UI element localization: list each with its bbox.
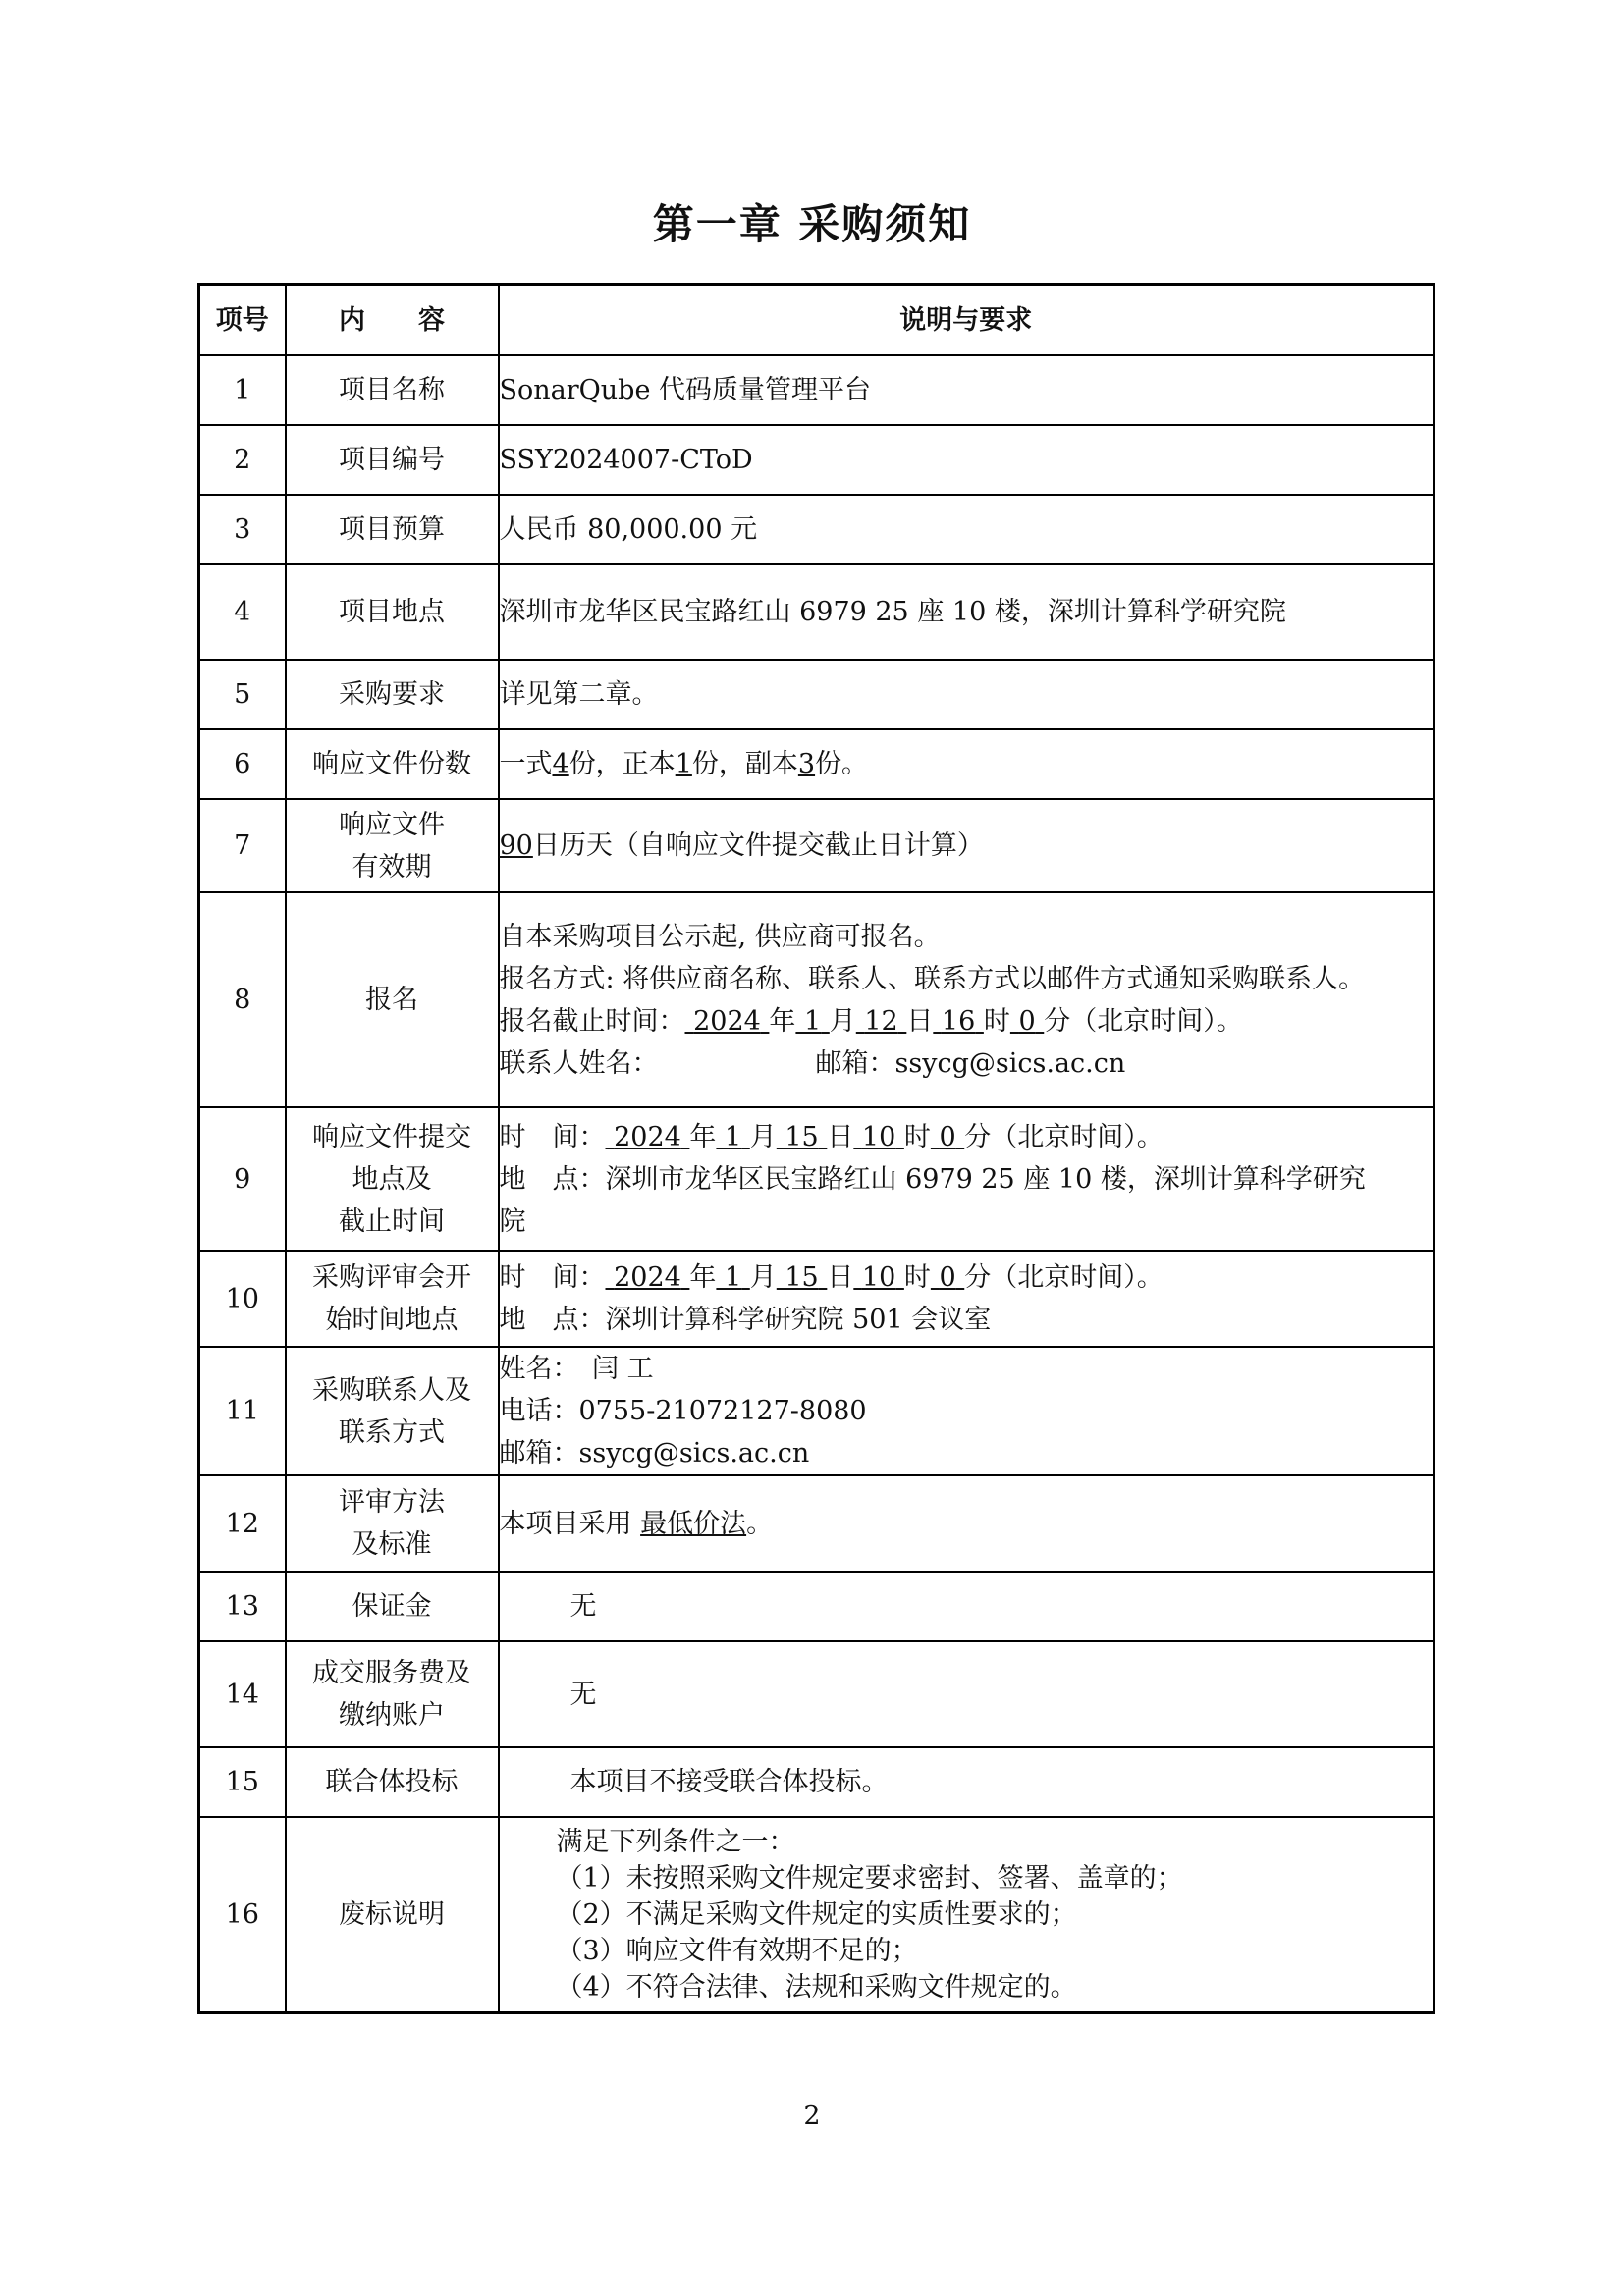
text: 联系人姓名：	[499, 1047, 659, 1079]
deadline-minute: 0	[1018, 1005, 1036, 1037]
row-number: 9	[199, 1107, 286, 1251]
row-number: 3	[199, 495, 286, 564]
submission-place-cont: 院	[499, 1205, 526, 1237]
text: 深圳市龙华区民宝路红山 6979 25 座 10 楼，深圳计算科学研究	[605, 1163, 1366, 1195]
duplicate-copies: 3	[797, 749, 816, 779]
row-number: 7	[199, 799, 286, 892]
row-item	[286, 1107, 499, 1251]
row-item: 废标说明	[286, 1817, 499, 2012]
registration-deadline: 报名截止时间： 2024 年 1 月 12 日 16 时 0 分（北京时间）。	[499, 1005, 1243, 1037]
text: 分（北京时间）。	[964, 1121, 1164, 1152]
table-row	[199, 892, 1435, 1107]
deadline-day: 12	[864, 1005, 898, 1037]
row-item	[286, 1475, 499, 1572]
condition-item: （4）不符合法律、法规和采购文件规定的。	[556, 1971, 1077, 2002]
page-number: 2	[803, 2101, 821, 2131]
row-desc	[499, 892, 1435, 1107]
table-row	[199, 1107, 1435, 1251]
deadline-hour: 16	[941, 1005, 976, 1037]
deadline-year: 2024	[693, 1005, 761, 1037]
contact-email: 邮箱：ssycg@sics.ac.cn	[499, 1438, 810, 1468]
row-item: 保证金	[286, 1572, 499, 1641]
item-line: 响应文件提交	[312, 1121, 471, 1152]
table-row	[199, 729, 1435, 799]
row-item: 项目预算	[286, 495, 499, 564]
row-desc	[499, 1347, 1435, 1475]
item-line: 始时间地点	[325, 1305, 459, 1335]
row-number: 6	[199, 729, 286, 799]
header-no: 项号	[199, 285, 286, 356]
text: 时 间：	[499, 1121, 606, 1152]
item-line: 联系方式	[339, 1416, 445, 1448]
time-month: 1	[725, 1262, 742, 1293]
contact-name: 姓名： 闫 工	[499, 1354, 654, 1384]
row-desc: SonarQube 代码质量管理平台	[499, 355, 1435, 425]
row-desc	[499, 799, 1435, 892]
row-number: 2	[199, 425, 286, 495]
text: 日历天（自响应文件提交截止日计算）	[532, 830, 984, 861]
row-desc: 深圳市龙华区民宝路红山 6979 25 座 10 楼，深圳计算科学研究院	[499, 564, 1435, 660]
row-desc	[499, 729, 1435, 799]
text: 份，正本	[568, 749, 676, 779]
table-row	[199, 1572, 1435, 1641]
text: 份。	[815, 749, 869, 779]
table-row	[199, 564, 1435, 660]
total-copies: 4	[552, 749, 569, 779]
condition-item: （1）未按照采购文件规定要求密封、签署、盖章的；	[556, 1862, 1183, 1894]
row-item: 项目名称	[286, 355, 499, 425]
header-desc: 说明与要求	[499, 285, 1435, 356]
desc-line: 满足下列条件之一：	[556, 1826, 795, 1857]
row-desc	[499, 1107, 1435, 1251]
table-row	[199, 1817, 1435, 2012]
row-item: 响应文件份数	[286, 729, 499, 799]
text: 份，副本	[691, 749, 798, 779]
row-item: 项目地点	[286, 564, 499, 660]
item-line: 有效期	[352, 851, 432, 882]
row-item	[286, 799, 499, 892]
page-title: 第一章 采购须知	[652, 200, 972, 248]
row-desc: 人民币 80,000.00 元	[499, 495, 1435, 564]
contact-line	[500, 1042, 1434, 1085]
table-row	[199, 1641, 1435, 1747]
item-line: 地点及	[352, 1163, 432, 1195]
row-desc	[499, 1251, 1435, 1347]
table-row	[199, 660, 1435, 729]
item-line: 缴纳账户	[339, 1700, 445, 1731]
text: 时 间：	[499, 1262, 606, 1293]
row-item: 采购要求	[286, 660, 499, 729]
time-minute: 0	[939, 1262, 956, 1293]
row-desc: SSY2024007-CToD	[499, 425, 1435, 495]
row-item: 项目编号	[286, 425, 499, 495]
desc-line: 报名方式: 将供应商名称、联系人、联系方式以邮件方式通知采购联系人。	[499, 963, 1366, 994]
row-number: 16	[199, 1817, 286, 2012]
row-desc: 无	[499, 1572, 1435, 1641]
text: 深圳计算科学研究院 501 会议室	[605, 1305, 992, 1335]
contact-phone: 电话：0755-21072127-8080	[499, 1396, 867, 1426]
row-desc: 详见第二章。	[499, 660, 1435, 729]
table-row	[199, 799, 1435, 892]
row-number: 13	[199, 1572, 286, 1641]
time-day: 15	[785, 1262, 819, 1293]
desc-line: 自本采购项目公示起, 供应商可报名。	[499, 921, 941, 952]
condition-item: （2）不满足采购文件规定的实质性要求的；	[556, 1898, 1077, 1930]
item-line: 采购联系人及	[312, 1374, 471, 1406]
table-header-row	[199, 285, 1435, 356]
row-item: 报名	[286, 892, 499, 1107]
table-row	[199, 355, 1435, 425]
text: 地 点：	[499, 1163, 606, 1195]
table-row	[199, 1251, 1435, 1347]
text: 分（北京时间）。	[964, 1262, 1164, 1293]
evaluation-method: 最低价法	[640, 1508, 747, 1539]
time-year: 2024	[614, 1262, 681, 1293]
row-item	[286, 1251, 499, 1347]
row-desc: 无	[499, 1641, 1435, 1747]
row-item: 联合体投标	[286, 1747, 499, 1817]
text: 地 点：	[499, 1305, 606, 1335]
review-time: 时 间： 2024 年 1 月 15 日 10 时 0 分（北京时间）。	[499, 1262, 1164, 1293]
text: 分（北京时间）。	[1044, 1005, 1243, 1037]
time-year: 2024	[614, 1121, 681, 1152]
table-row	[199, 1347, 1435, 1475]
table-row	[199, 425, 1435, 495]
row-number: 12	[199, 1475, 286, 1572]
item-line: 评审方法	[339, 1487, 445, 1518]
row-number: 14	[199, 1641, 286, 1747]
item-line: 截止时间	[339, 1205, 445, 1237]
row-item	[286, 1641, 499, 1747]
header-item: 内 容	[286, 285, 499, 356]
row-number: 15	[199, 1747, 286, 1817]
text: 邮箱：ssycg@sics.ac.cn	[815, 1047, 1126, 1079]
item-line: 成交服务费及	[312, 1658, 471, 1688]
row-number: 8	[199, 892, 286, 1107]
row-desc: 本项目不接受联合体投标。	[499, 1747, 1435, 1817]
requirements-table	[197, 283, 1435, 2014]
text: 本项目采用	[499, 1508, 632, 1539]
row-number: 10	[199, 1251, 286, 1347]
original-copies: 1	[675, 749, 692, 779]
time-month: 1	[725, 1121, 742, 1152]
submission-place	[500, 1158, 1434, 1201]
table-row	[199, 1747, 1435, 1817]
time-day: 15	[785, 1121, 819, 1152]
item-line: 及标准	[352, 1529, 432, 1560]
item-line: 采购评审会开	[312, 1262, 471, 1293]
row-desc	[499, 1817, 1435, 2012]
row-number: 4	[199, 564, 286, 660]
row-number: 5	[199, 660, 286, 729]
submission-time: 时 间： 2024 年 1 月 15 日 10 时 0 分（北京时间）。	[499, 1121, 1164, 1152]
text: 一式	[499, 749, 553, 779]
row-item	[286, 1347, 499, 1475]
row-desc	[499, 1475, 1435, 1572]
text: 。	[746, 1508, 774, 1539]
time-hour: 10	[861, 1121, 896, 1152]
time-hour: 10	[861, 1262, 896, 1293]
item-line: 响应文件	[339, 809, 445, 840]
table-row	[199, 1475, 1435, 1572]
deadline-month: 1	[804, 1005, 822, 1037]
row-number: 11	[199, 1347, 286, 1475]
text: 报名截止时间：	[499, 1005, 685, 1037]
condition-item: （3）响应文件有效期不足的；	[556, 1935, 918, 1966]
review-place	[500, 1299, 1434, 1341]
row-number: 1	[199, 355, 286, 425]
table-row	[199, 495, 1435, 564]
validity-days: 90	[499, 830, 533, 861]
time-minute: 0	[939, 1121, 956, 1152]
